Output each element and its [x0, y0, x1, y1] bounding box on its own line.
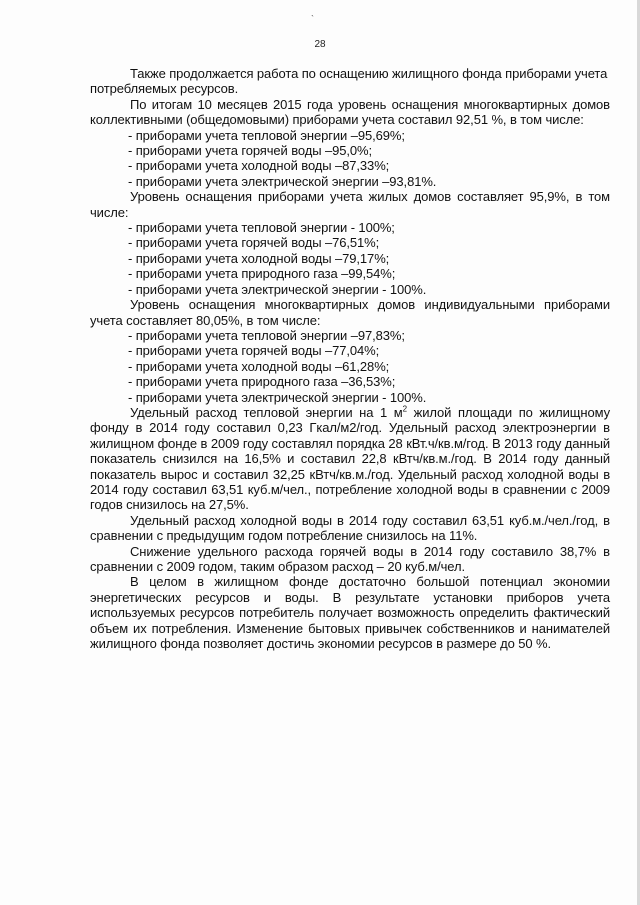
paragraph-common-meters: По итогам 10 месяцев 2015 года уровень оснащения многоквартирных домов коллективными (общедомовыми) приборами учета составил 92,51 %, в том числе:: [90, 96, 610, 128]
document-body: [90, 66, 610, 651]
paragraph-cold-water: Удельный расход холодной воды в 2014 году составил 63,51 куб.м./чел./год, в сравнении с предыдущим годом потребление снизилось на 11%.: [90, 512, 610, 544]
paragraph-individual-meters: Уровень оснащения многоквартирных домов индивидуальными приборами учета составляет 80,05%, в том числе:: [90, 297, 610, 328]
list-item: - приборами учета горячей воды –77,04%;: [128, 343, 380, 359]
list-item: - приборами учета электрической энергии - 100%.: [128, 281, 427, 297]
list-item: - приборами учета холодной воды –61,28%;: [128, 358, 390, 374]
list-item: - приборами учета электрической энергии –93,81%.: [128, 173, 437, 189]
scan-mark: `: [311, 14, 314, 24]
list-item: - приборами учета тепловой энергии –97,83%;: [128, 327, 405, 343]
list-item: - приборами учета природного газа –36,53%;: [128, 374, 396, 390]
list-item: - приборами учета электрической энергии - 100%.: [128, 389, 427, 405]
list-item: - приборами учета горячей воды –95,0%;: [128, 143, 372, 159]
list-item: - приборами учета тепловой энергии –95,69%;: [128, 127, 405, 143]
page-number: 28: [314, 39, 326, 50]
text-segment: жилой площади по жилищному фонду в 2014 году составил 0,23 Гкал/м2/год. Удельный расход электроэнергии в жилищном фонде в 2009 году составлял порядка 28 кВт.ч/кв.м/год. В 2013 году данный показатель снизился на 16,5% и составил 22,8 кВтч/кв.м./год. В 2014 году данный показатель вырос и составил 32,25 кВтч/кв.м./год. Удельный расход холодной воды в 2014 году составил 63,51 куб.м/чел., потребление холодной воды в сравнении с 2009 годов снизилось на 27,5%.: [90, 404, 611, 513]
list-item: - приборами учета холодной воды –87,33%;: [128, 158, 390, 174]
list-item: - приборами учета природного газа –99,54%;: [128, 266, 396, 282]
paragraph-savings-potential: В целом в жилищном фонде достаточно большой потенциал экономии энергетических ресурсов и воды. В результате установки приборов учета используемых ресурсов потребитель получает возможность определить фактический объем их потребления. Изменение бытовых привычек собственников и нанимателей жилищного фонда позволяет достичь экономии ресурсов в размере до 50 %.: [90, 574, 610, 652]
list-item: - приборами учета тепловой энергии - 100%;: [128, 220, 395, 236]
paragraph-residential-meters: Уровень оснащения приборами учета жилых домов составляет 95,9%, в том числе:: [90, 189, 610, 220]
superscript: 2: [402, 404, 407, 414]
list-item: - приборами учета горячей воды –76,51%;: [128, 235, 380, 251]
paragraph-hot-water: Снижение удельного расхода горячей воды в 2014 году составило 38,7% в сравнении с 2009 годом, таким образом расход – 20 куб.м/чел.: [90, 543, 610, 574]
text-segment: Удельный расход тепловой энергии на 1 м: [130, 404, 403, 420]
list-item: - приборами учета холодной воды –79,17%;: [128, 250, 390, 266]
paragraph-metering-intro: Также продолжается работа по оснащению жилищного фонда приборами учета потребляемых ресурсов.: [90, 66, 608, 97]
paragraph-specific-consumption: [90, 405, 610, 513]
